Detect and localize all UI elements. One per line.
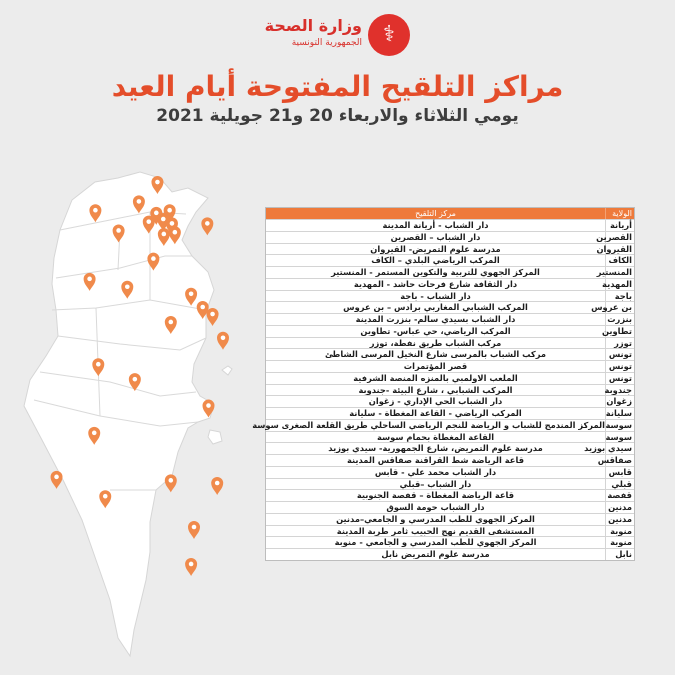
- row-center: المركز الجهوي للطب المدرسي و الجامعي–مدنين: [336, 513, 535, 524]
- row-center: دار الشباب –قبلي: [399, 478, 472, 489]
- ministry-emblem-icon: ⚕: [368, 14, 410, 56]
- row-governorate: القصرين: [596, 231, 632, 242]
- table-row: [266, 431, 634, 443]
- map-pin-icon: [207, 308, 219, 326]
- ministry-logo: [260, 14, 410, 60]
- row-center: المركب الرياضي، حي عباس- تطاوين: [360, 325, 511, 336]
- map-pin-icon: [165, 474, 177, 492]
- row-center: المركز الجهوي للتربية والتكوين المستمر - المنستير: [331, 267, 540, 277]
- row-governorate: المنستير: [596, 267, 632, 277]
- row-center: دار الشباب - أريانة المدينة: [382, 220, 489, 230]
- row-center: دار الشباب - باجة: [400, 290, 471, 301]
- row-governorate: منوبة: [605, 537, 634, 548]
- map-pin-icon: [217, 332, 229, 350]
- row-center: المستشفى القديم نهج الحبيب ثامر طربة المدينة: [336, 525, 535, 536]
- row-center: دار الشباب – القصرين: [390, 231, 481, 242]
- header-center: مركز التلقيح: [415, 209, 456, 218]
- row-center: القاعة المغطاة بحمام سوسة: [376, 431, 495, 442]
- row-center: دار الثقافة شارع فرحات حاشد - المهدية: [353, 278, 518, 289]
- row-governorate: سليانة: [605, 408, 632, 418]
- table-row: [266, 548, 634, 560]
- table-row: [266, 360, 634, 372]
- row-governorate: قبلي: [605, 479, 634, 490]
- table-row: [266, 301, 634, 313]
- row-center: المركب الشبابي ، شارع البيئة -جندوبة: [358, 384, 513, 395]
- row-governorate: سوسة: [605, 419, 632, 430]
- table-row: [266, 501, 634, 513]
- row-governorate: تطاوين: [601, 325, 632, 336]
- tunisia-map: [0, 160, 270, 670]
- row-governorate: القيروان: [596, 243, 632, 254]
- row-center: المركز الجهوي للطب المدرسي و الجامعي - منوبة: [334, 537, 537, 548]
- row-governorate: باجة: [605, 291, 634, 302]
- row-center: دار الشباب حومة السوق: [386, 502, 485, 512]
- djerba-island: [208, 430, 222, 444]
- row-governorate: جندوبة: [604, 384, 632, 395]
- table-row: [266, 243, 634, 255]
- page-subtitle: يومي الثلاثاء والاربعاء 20 و21 جويلية 2021: [156, 106, 519, 126]
- table-row: [266, 278, 634, 290]
- row-governorate: منوبة: [605, 526, 634, 537]
- row-center: قاعة الرياضة المغطاة – قفصة الجنوبية: [356, 490, 515, 501]
- table-row: [266, 337, 634, 349]
- row-governorate: أريانة: [605, 220, 634, 231]
- row-center: المركب الرياضي البلدي – الكاف: [371, 255, 500, 266]
- row-center: مدرسة علوم التمريض- القيروان: [370, 243, 501, 254]
- table-header: [266, 208, 634, 219]
- table-row: [266, 231, 634, 243]
- map-pin-icon: [51, 471, 63, 489]
- row-center: قصر المؤتمرات: [403, 361, 468, 371]
- table-row: [266, 290, 634, 302]
- row-governorate: مدنين: [605, 502, 634, 513]
- table-row: [266, 254, 634, 266]
- table-row: [266, 454, 634, 466]
- table-row: [266, 266, 634, 278]
- row-governorate: المهدية: [602, 278, 632, 289]
- row-center: مركب الشباب بالمرسى شارع النخيل المرسى الشاطئ: [324, 349, 547, 360]
- row-center: مدرسة علوم التمريض، شارع الجمهورية- سيدي بوزيد: [328, 443, 543, 454]
- republic-name: الجمهورية التونسية: [291, 38, 362, 48]
- row-governorate: تونس: [605, 373, 634, 384]
- map-pin-icon: [211, 477, 223, 495]
- kerkennah-island: [222, 366, 232, 375]
- table-row: [266, 407, 634, 419]
- row-governorate: سيدي بوزيد: [584, 443, 632, 454]
- table-row: [266, 384, 634, 396]
- row-center: المركب الشبابي المغاربي برادس – بن عروس: [343, 302, 528, 313]
- row-governorate: تونس: [605, 361, 634, 372]
- map-pin-icon: [185, 558, 197, 576]
- table-row: [266, 466, 634, 478]
- row-center: دار الشباب محمد علي - قابس: [374, 466, 497, 477]
- table-row: [266, 525, 634, 537]
- table-row: [266, 325, 634, 337]
- row-center: قاعة الرياضة شط القراقنة صفاقس المدينة: [346, 455, 525, 465]
- table-row: [266, 313, 634, 325]
- row-center: المركز المندمج للشباب و الرياضة للنجم الرياضي الساحلي طريق القلعة الصغرى سوسة: [252, 419, 605, 430]
- table-row: [266, 478, 634, 490]
- map-pin-icon: [201, 217, 213, 235]
- row-center: الملعب الاولمبي بالمنزه المنصة الشرفية: [353, 372, 518, 383]
- table-row: [266, 372, 634, 384]
- row-governorate: سوسة: [605, 431, 632, 442]
- row-center: مركب الشباب طريق نفطة، توزر: [369, 337, 502, 348]
- row-governorate: نابل: [605, 549, 634, 560]
- map-pin-icon: [188, 521, 200, 539]
- table-body: [252, 219, 634, 560]
- row-governorate: بن عروس: [591, 302, 632, 313]
- table-row: [266, 536, 634, 548]
- row-center: دار الشباب بسيدي سالم- بنزرت المدينة: [355, 314, 516, 324]
- table-row: [266, 513, 634, 525]
- row-center: المركب الرياضي - القاعة المغطاة - سليانة: [349, 408, 522, 418]
- row-center: مدرسة علوم التمريض نابل: [381, 549, 490, 559]
- row-governorate: الكاف: [605, 255, 634, 266]
- ministry-name: وزارة الصحة: [264, 16, 362, 35]
- row-governorate: بنزرت: [605, 314, 634, 325]
- row-center: دار الشباب الحي الإداري - زغوان: [368, 396, 503, 407]
- row-governorate: قفصة: [605, 490, 634, 501]
- row-governorate: صفاقس: [597, 455, 632, 465]
- vaccination-centers-table: [252, 207, 635, 561]
- page-title: مراكز التلقيح المفتوحة أيام العيد: [111, 70, 564, 103]
- row-governorate: مدنين: [605, 514, 634, 525]
- table-row: [266, 348, 634, 360]
- row-governorate: زغوان: [606, 396, 632, 407]
- table-row: [266, 442, 634, 454]
- table-row: [266, 489, 634, 501]
- row-governorate: تونس: [605, 349, 634, 360]
- table-row: [266, 395, 634, 407]
- row-governorate: قابس: [605, 467, 634, 478]
- row-governorate: توزر: [605, 338, 634, 349]
- table-row: [266, 219, 634, 231]
- table-row: [252, 419, 634, 431]
- header-governorate: الولاية: [605, 208, 634, 219]
